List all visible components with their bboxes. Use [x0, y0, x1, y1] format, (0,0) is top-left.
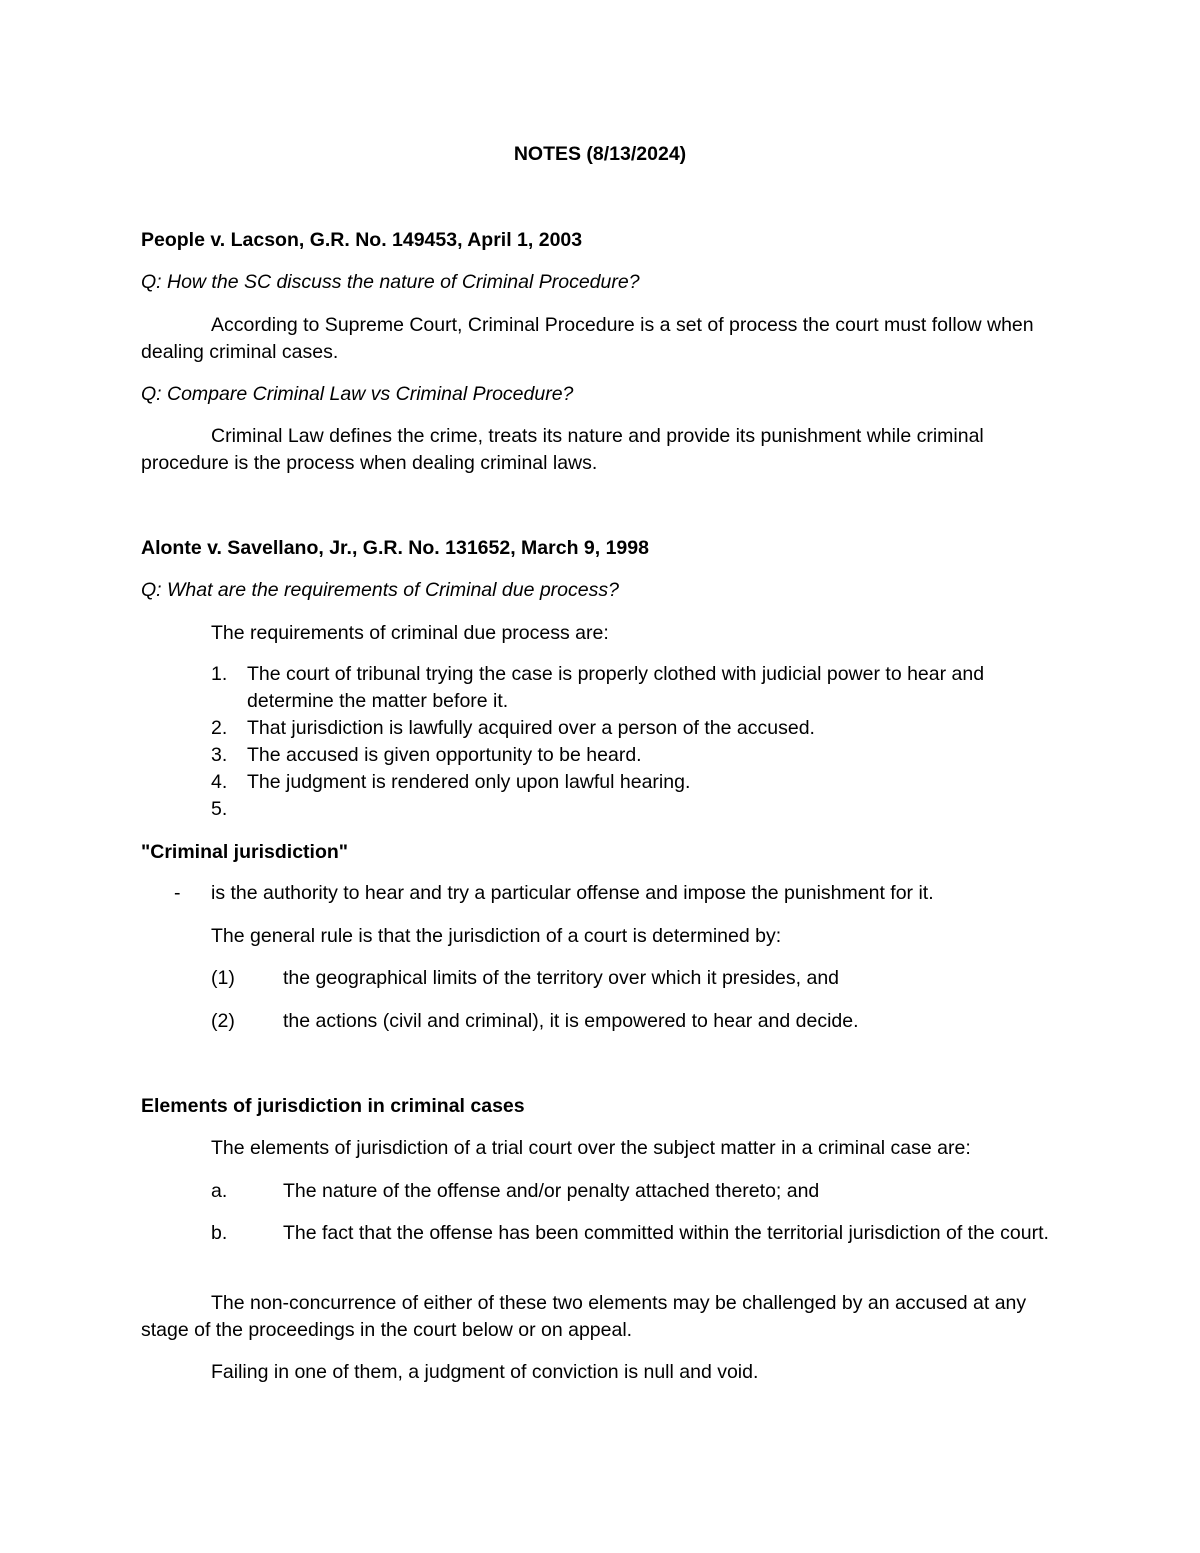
question-nature-criminal-procedure: Q: How the SC discuss the nature of Criminal Procedure? [141, 271, 640, 293]
element-text: The fact that the offense has been committed within the territorial jurisdiction of the court. [283, 1222, 1049, 1244]
case-heading-lacson: People v. Lacson, G.R. No. 149453, April 1, 2003 [141, 229, 583, 251]
question-due-process: Q: What are the requirements of Criminal due process? [141, 579, 619, 601]
answer-nature-criminal-procedure: According to Supreme Court, Criminal Procedure is a set of process the court must follow when dealing criminal cases. [141, 314, 1034, 363]
elements-paragraph-challenge: The non-concurrence of either of these two elements may be challenged by an accused at any stage of the proceedings in the court below or on appeal. [141, 1292, 1027, 1341]
list-item-number: 2. [211, 717, 228, 739]
due-process-intro: The requirements of criminal due process are: [211, 622, 609, 644]
jurisdiction-general-rule: The general rule is that the jurisdiction of a court is determined by: [211, 925, 782, 947]
list-item-number: 1. [211, 663, 228, 685]
document-title: NOTES (8/13/2024) [513, 143, 687, 165]
question-law-vs-procedure: Q: Compare Criminal Law vs Criminal Procedure? [141, 383, 574, 405]
list-item-number: 3. [211, 744, 228, 766]
list-item-text: The judgment is rendered only upon lawful hearing. [247, 771, 691, 793]
list-item-number: 4. [211, 771, 228, 793]
elements-paragraph-void: Failing in one of them, a judgment of conviction is null and void. [211, 1361, 759, 1383]
case-heading-alonte: Alonte v. Savellano, Jr., G.R. No. 131652, March 9, 1998 [141, 537, 649, 559]
elements-heading: Elements of jurisdiction in criminal cases [141, 1095, 525, 1117]
elements-intro: The elements of jurisdiction of a trial court over the subject matter in a criminal case are: [211, 1137, 971, 1159]
point-label: (1) [211, 967, 235, 989]
point-text: the actions (civil and criminal), it is empowered to hear and decide. [283, 1010, 859, 1032]
jurisdiction-definition: is the authority to hear and try a particular offense and impose the punishment for it. [211, 882, 934, 904]
element-item-b [211, 1220, 1061, 1247]
point-label: (2) [211, 1010, 235, 1032]
element-text: The nature of the offense and/or penalty attached thereto; and [283, 1180, 820, 1202]
list-item-text: The accused is given opportunity to be heard. [247, 744, 642, 766]
list-item-text: That jurisdiction is lawfully acquired over a person of the accused. [247, 717, 815, 739]
list-item-number: 5. [211, 798, 228, 820]
dash-bullet: - [174, 882, 181, 904]
jurisdiction-heading: "Criminal jurisdiction" [141, 841, 349, 863]
answer-law-vs-procedure: Criminal Law defines the crime, treats its nature and provide its punishment while criminal procedure is the process when dealing criminal laws. [141, 425, 984, 474]
element-label: b. [211, 1222, 228, 1244]
point-text: the geographical limits of the territory over which it presides, and [283, 967, 840, 989]
element-label: a. [211, 1180, 228, 1202]
list-item-text: The court of tribunal trying the case is properly clothed with judicial power to hear and determine the matter before it. [247, 663, 985, 712]
